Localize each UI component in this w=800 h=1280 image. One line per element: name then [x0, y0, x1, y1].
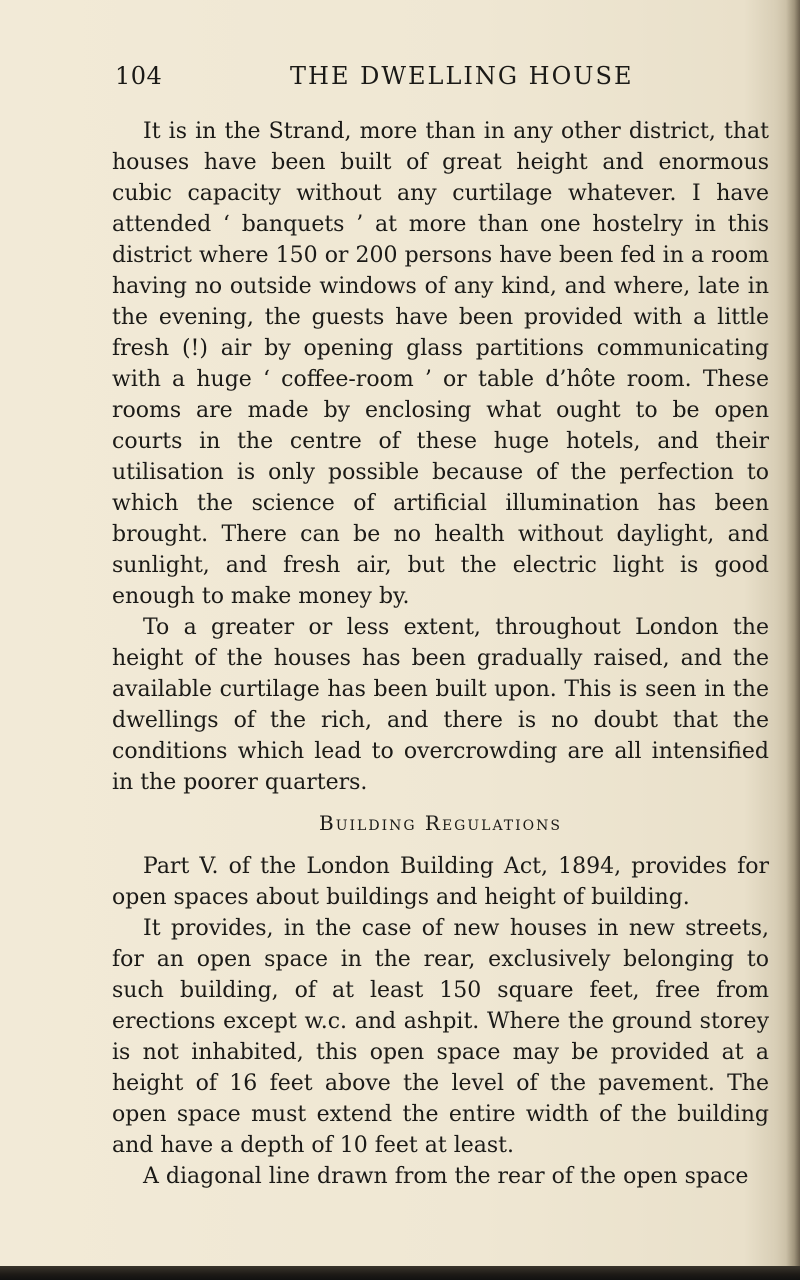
scan-bottom-edge: [0, 1266, 800, 1280]
running-head: THE DWELLING HOUSE: [290, 62, 634, 90]
paragraph: A diagonal line drawn from the rear of the open space: [143, 1164, 749, 1189]
page-edge-shadow: [786, 0, 800, 1280]
section-heading: Building Regulations: [319, 811, 562, 835]
page-header: [115, 62, 795, 96]
paragraph: To a greater or less extent, throughout London the height of the houses has been gradually raised, and the available curtilage has been built upon. This is seen in the dwellings of the rich, and there is no doubt that the conditions which lead to overcrowding are all intensified in the poorer quarters.: [112, 615, 769, 795]
page-number: 104: [115, 62, 163, 90]
paragraph: Part V. of the London Building Act, 1894, provides for open spaces about buildings and height of building.: [112, 854, 769, 910]
paragraph: It provides, in the case of new houses in new streets, for an open space in the rear, exclusively belonging to such building, of at least 150 square feet, free from erections except w.c. and ashpit. Where the ground storey is not inhabited, this open space may be provided at a height of 16 feet above the level of the pavement. The open space must extend the entire width of the building and have a depth of 10 feet at least.: [112, 916, 769, 1158]
body-text: [112, 116, 769, 1192]
paragraph: It is in the Strand, more than in any other district, that houses have been built of great height and enormous cubic capacity without any curtilage whatever. I have attended ‘ banquets ’ at more than one hostelry in this district where 150 or 200 persons have been fed in a room having no outside windows of any kind, and where, late in the evening, the guests have been provided with a little fresh (!) air by opening glass partitions communicating with a huge ‘ coffee-room ’ or table d’hôte room. These rooms are made by enclosing what ought to be open courts in the centre of these huge hotels, and their utilisation is only possible because of the perfection to which the science of artificial illumination has been brought. There can be no health without daylight, and sunlight, and fresh air, but the electric light is good enough to make money by.: [112, 119, 769, 609]
